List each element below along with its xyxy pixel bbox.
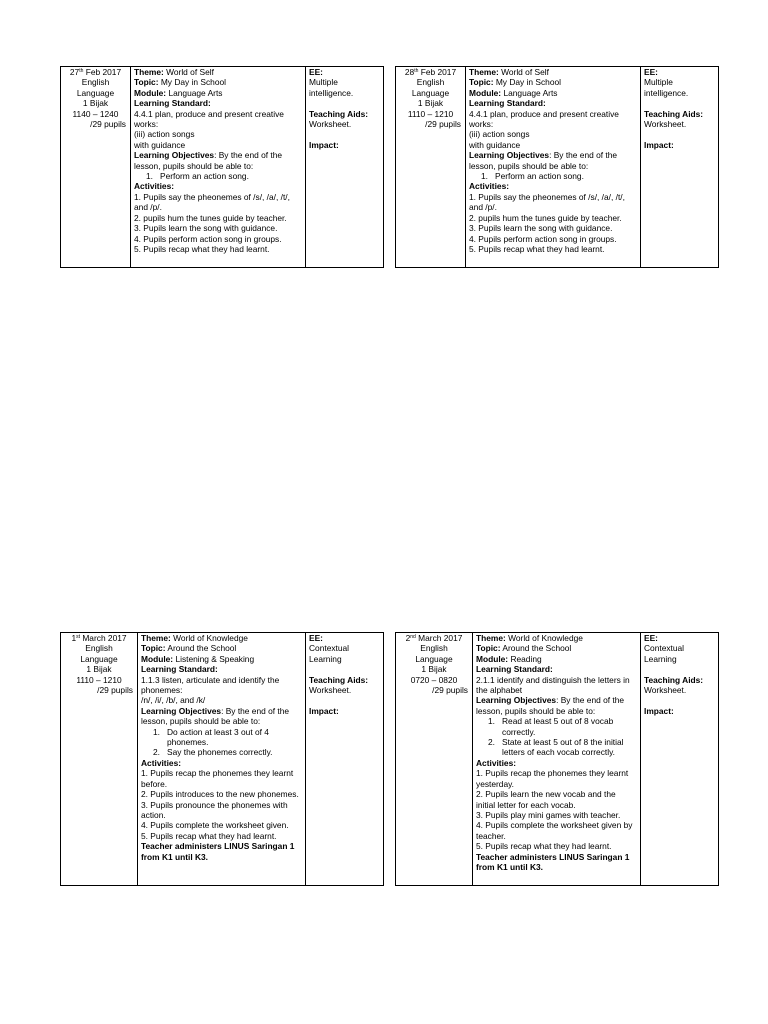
lesson-class: 1 Bijak [417, 98, 444, 109]
objective-item: 1. Perform an action song. [481, 171, 584, 182]
activity-item: 1. Pupils recap the phonemes they learnt before. [141, 768, 294, 789]
activity-item: 3. Pupils learn the song with guidance. [469, 223, 613, 234]
lesson-pupils: /29 pupils [425, 119, 461, 130]
lesson-time: 0720 – 0820 [410, 674, 458, 685]
ee-label: EE: [644, 633, 658, 643]
impact-label: Impact: [309, 705, 339, 716]
teaching-aids-label: Teaching Aids: [644, 108, 704, 119]
lesson-date: 28th Feb 2017 [404, 67, 457, 77]
ee-label: EE: [644, 67, 658, 77]
activity-item: 5. Pupils recap what they had learnt. [141, 830, 277, 841]
teaching-aids-label: Teaching Aids: [309, 108, 369, 119]
learning-standard-line: 2.1.1 identify and distinguish the letters in the alphabet [476, 674, 630, 696]
lesson-pupils: /29 pupils [97, 685, 133, 696]
learning-standard-heading: Learning Standard: [476, 664, 553, 675]
lesson-subject: English [81, 77, 110, 88]
teaching-aids-value: Worksheet. [644, 685, 687, 696]
lesson-class: 1 Bijak [82, 98, 109, 109]
objective-item: 1. Read at least 5 out of 8 vocab correctly. [488, 716, 614, 737]
lesson-info-cell [396, 67, 466, 268]
teaching-aids-label: Teaching Aids: [644, 674, 704, 685]
objective-item: 1. Perform an action song. [146, 171, 249, 182]
teaching-aids-value: Worksheet. [644, 119, 687, 130]
activity-item: 2. Pupils learn the new vocab and the initial letter for each vocab. [476, 789, 616, 810]
lesson-module: Module: Reading [476, 653, 542, 664]
learning-standard-line: 4.4.1 plan, produce and present creative works: [469, 108, 619, 130]
activity-item: 3. Pupils learn the song with guidance. [134, 223, 278, 234]
lesson-topic: Topic: My Day in School [469, 77, 561, 88]
activities-heading: Activities: [476, 757, 517, 768]
lesson-pupils: /29 pupils [90, 119, 126, 130]
ee-value: Multiple intelligence. [644, 77, 689, 98]
learning-standard-line: with guidance [134, 139, 186, 150]
objective-item: 1. Do action at least 3 out of 4 phonemes. [153, 726, 269, 748]
lesson-module: Module: Language Arts [469, 87, 558, 98]
learning-standard-line: 4.4.1 plan, produce and present creative works: [134, 108, 284, 130]
learning-standard-heading: Learning Standard: [469, 98, 546, 109]
lesson-subject-2: Language [411, 87, 450, 98]
teaching-aids-value: Worksheet. [309, 685, 352, 696]
lesson-module: Module: Language Arts [134, 87, 223, 98]
activities-heading: Activities: [141, 757, 182, 768]
lesson-subject: English [420, 643, 448, 654]
lesson-module: Module: Listening & Speaking [141, 653, 255, 664]
lesson-info-cell [61, 67, 131, 268]
lesson-plan-4 [395, 632, 719, 886]
teaching-aids-value: Worksheet. [309, 119, 352, 130]
activity-item: 1. Pupils say the pheonemes of /s/, /a/, /t/, and /p/. [134, 191, 290, 213]
learning-standard-line: 1.1.3 listen, articulate and identify the phonemes: [141, 674, 280, 696]
lesson-content-cell [466, 67, 641, 268]
lesson-time: 1110 – 1210 [407, 108, 454, 119]
lesson-subject: English [416, 77, 445, 88]
activity-item: 4. Pupils complete the worksheet given. [141, 820, 289, 831]
learning-objectives: Learning Objectives: By the end of the lesson, pupils should be able to: [469, 150, 618, 171]
activity-item: 3. Pupils pronounce the phonemes with action. [141, 799, 288, 820]
learning-standard-line: (iii) action songs [134, 129, 195, 140]
activity-item: 5. Pupils recap what they had learnt. [476, 841, 612, 852]
lesson-meta-cell [306, 633, 384, 886]
lesson-theme: Theme: World of Knowledge [141, 633, 248, 643]
lesson-content-cell [138, 633, 306, 886]
lesson-date: 2nd March 2017 [405, 633, 463, 643]
lesson-info-cell [61, 633, 138, 886]
lesson-plan-3 [60, 632, 384, 886]
ee-value: Multiple intelligence. [309, 77, 354, 98]
learning-standard-line: (iii) action songs [469, 129, 530, 140]
learning-standard-heading: Learning Standard: [134, 98, 211, 109]
lesson-meta-cell [306, 67, 384, 268]
activity-item: 2. pupils hum the tunes guide by teacher. [469, 212, 622, 223]
lesson-date: 27th Feb 2017 [69, 67, 122, 77]
ee-value: Contextual Learning [309, 643, 350, 664]
ee-value: Contextual Learning [644, 643, 685, 664]
linus-note: Teacher administers LINUS Saringan 1 from K1 until K3. [476, 851, 630, 872]
lesson-content-cell [473, 633, 641, 886]
activity-item: 3. Pupils play mini games with teacher. [476, 809, 621, 820]
activities-heading: Activities: [134, 181, 175, 192]
objective-item: 2. State at least 5 out of 8 the initial letters of each vocab correctly. [488, 737, 624, 758]
activity-item: 4. Pupils perform action song in groups. [469, 233, 617, 244]
teaching-aids-label: Teaching Aids: [309, 674, 369, 685]
lesson-date: 1st March 2017 [71, 633, 127, 643]
learning-objectives: Learning Objectives: By the end of the lesson, pupils should be able to: [476, 695, 625, 716]
learning-objectives: Learning Objectives: By the end of the lesson, pupils should be able to: [134, 150, 283, 171]
learning-standard-line: with guidance [469, 139, 521, 150]
lesson-info-cell [396, 633, 473, 886]
ee-label: EE: [309, 633, 323, 643]
ee-label: EE: [309, 67, 323, 77]
lesson-subject-2: Language [76, 87, 115, 98]
lesson-subject: English [85, 643, 113, 654]
lesson-subject-2: Language [415, 653, 453, 664]
lesson-topic: Topic: Around the School [476, 643, 572, 654]
activities-heading: Activities: [469, 181, 510, 192]
lesson-plan-1 [60, 66, 384, 268]
lesson-class: 1 Bijak [421, 664, 447, 675]
lesson-subject-2: Language [80, 653, 118, 664]
activity-item: 4. Pupils perform action song in groups. [134, 233, 282, 244]
lesson-content-cell [131, 67, 306, 268]
lesson-time: 1110 – 1210 [76, 674, 122, 685]
activity-item: 5. Pupils recap what they had learnt. [134, 243, 270, 254]
activity-item: 4. Pupils complete the worksheet given by teacher. [476, 820, 633, 841]
impact-label: Impact: [644, 139, 674, 150]
learning-standard-heading: Learning Standard: [141, 664, 218, 675]
learning-standard-line: /n/, /i/, /b/, and /k/ [141, 695, 206, 706]
impact-label: Impact: [309, 139, 339, 150]
activity-item: 5. Pupils recap what they had learnt. [469, 243, 605, 254]
lesson-topic: Topic: My Day in School [134, 77, 226, 88]
activity-item: 2. pupils hum the tunes guide by teacher. [134, 212, 287, 223]
objective-item: 2. Say the phonemes correctly. [153, 747, 273, 758]
lesson-plan-2 [395, 66, 719, 268]
lesson-class: 1 Bijak [86, 664, 112, 675]
impact-label: Impact: [644, 705, 674, 716]
activity-item: 1. Pupils say the pheonemes of /s/, /a/, /t/, and /p/. [469, 191, 625, 213]
lesson-time: 1140 – 1240 [72, 108, 119, 119]
learning-objectives: Learning Objectives: By the end of the lesson, pupils should be able to: [141, 705, 290, 727]
linus-note: Teacher administers LINUS Saringan 1 from K1 until K3. [141, 841, 295, 862]
lesson-theme: Theme: World of Self [134, 67, 214, 77]
activity-item: 2. Pupils introduces to the new phonemes. [141, 789, 299, 800]
activity-item: 1. Pupils recap the phonemes they learnt yesterday. [476, 768, 629, 789]
lesson-theme: Theme: World of Self [469, 67, 549, 77]
lesson-theme: Theme: World of Knowledge [476, 633, 583, 643]
lesson-meta-cell [641, 633, 719, 886]
lesson-topic: Topic: Around the School [141, 643, 237, 654]
lesson-pupils: /29 pupils [432, 685, 468, 696]
lesson-meta-cell [641, 67, 719, 268]
